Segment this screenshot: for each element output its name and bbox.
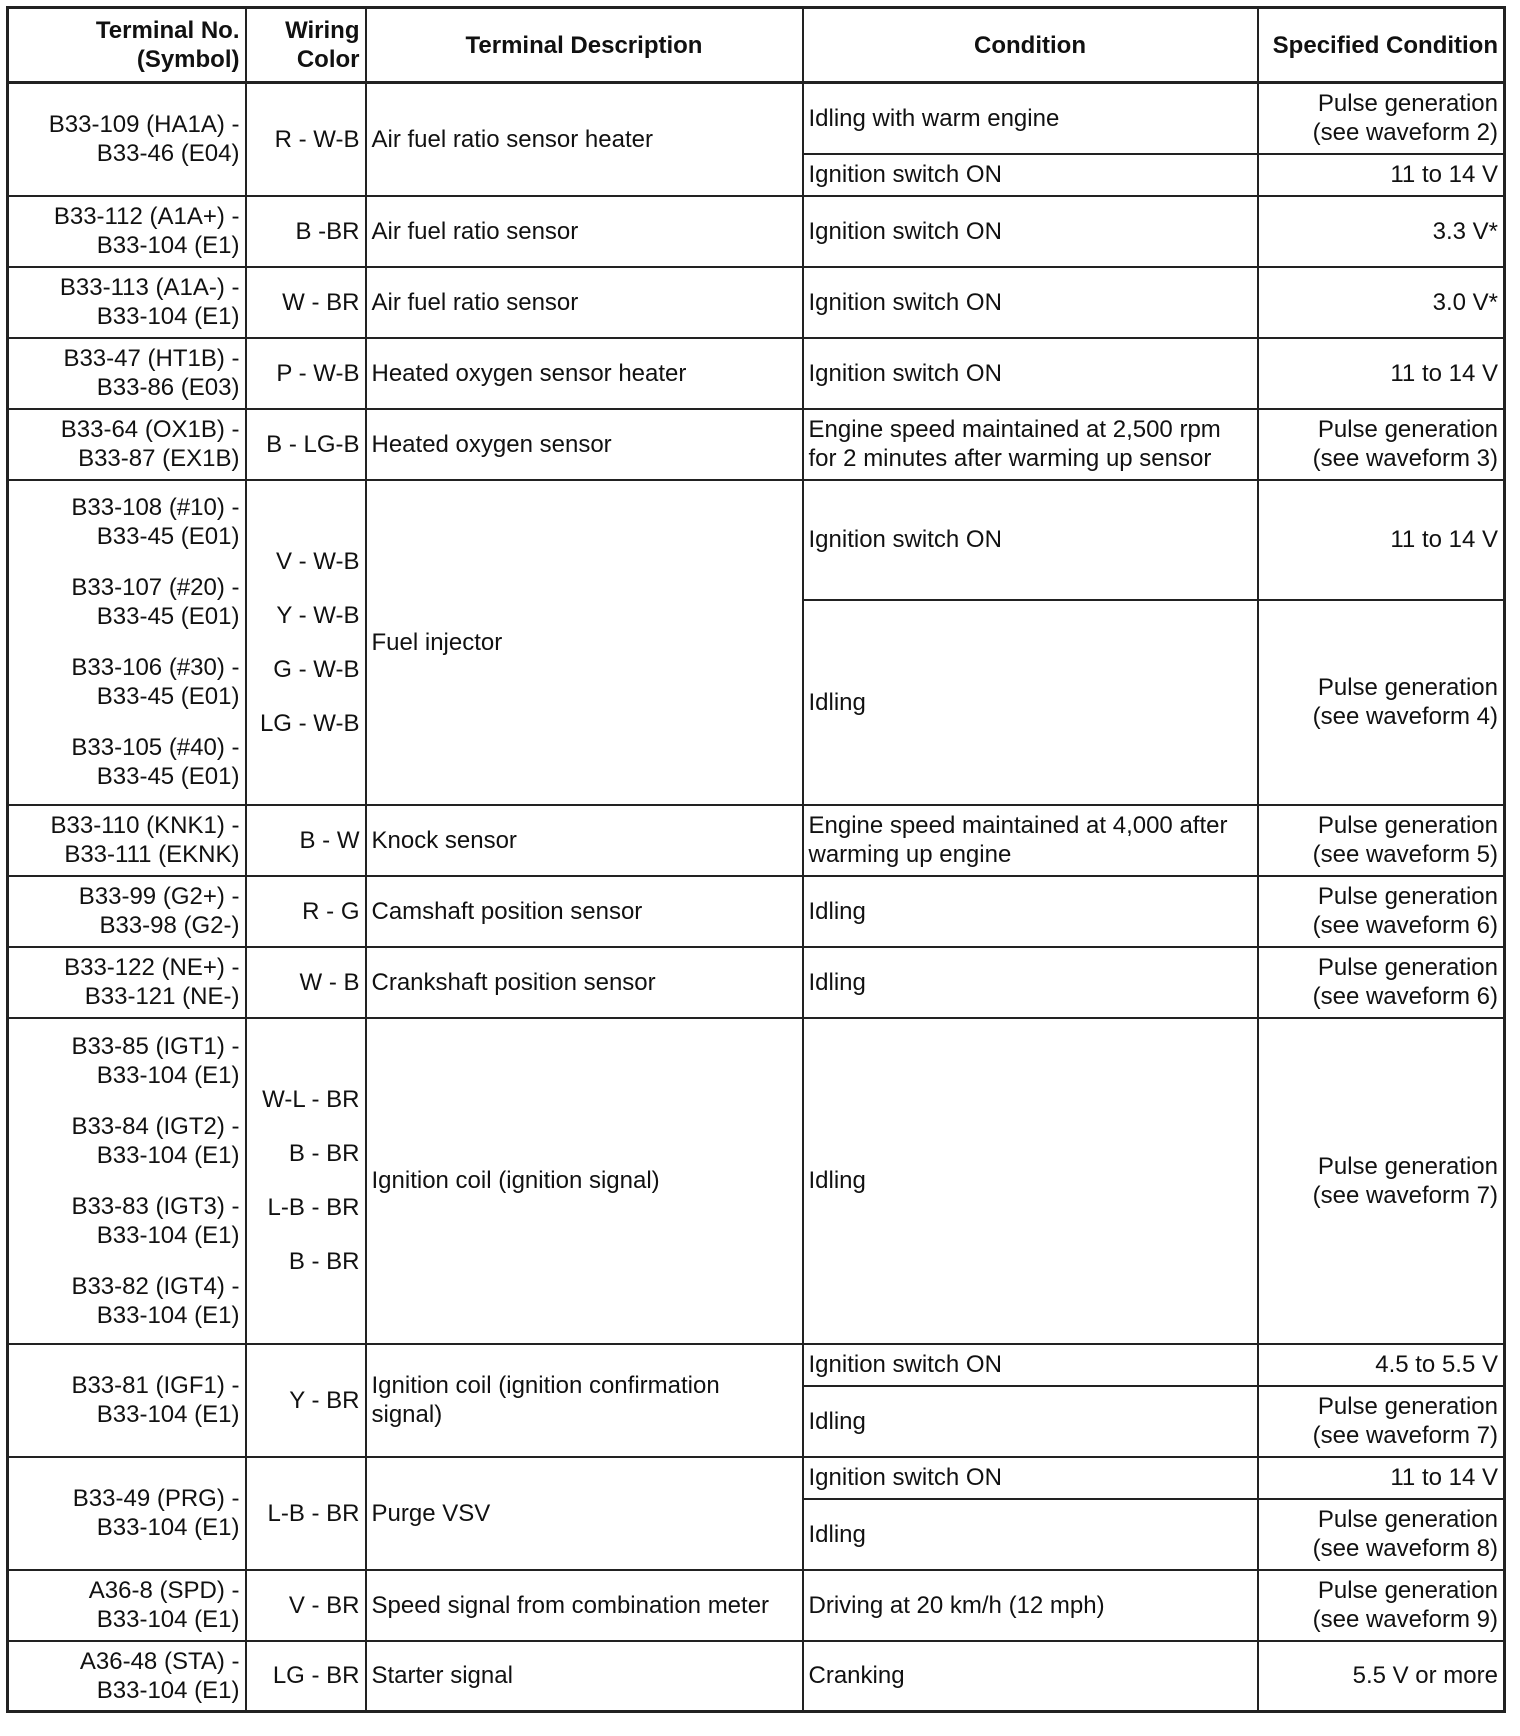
- terminal-cell: [8, 1641, 246, 1712]
- terminal-to: B33-104 (E1): [96, 303, 240, 330]
- terminal-from: A36-8 (SPD) -: [88, 1577, 240, 1604]
- description-cell: Purge VSV: [366, 1457, 803, 1570]
- terminal-cell: [8, 338, 246, 409]
- condition-cell: Idling: [803, 1386, 1258, 1457]
- description-cell: Heated oxygen sensor heater: [366, 338, 803, 409]
- condition-cell: Idling: [803, 1018, 1258, 1344]
- terminal-spec-document: [6, 6, 1506, 1713]
- wiring-line: L-B - BR: [267, 1194, 360, 1221]
- terminal-to: B33-104 (E1): [96, 1301, 240, 1329]
- terminal-to: B33-104 (E1): [96, 1221, 240, 1249]
- description-cell: Crankshaft position sensor: [366, 947, 803, 1018]
- table-row: [8, 409, 1505, 480]
- terminal-from: B33-47 (HT1B) -: [63, 345, 240, 372]
- condition-cell: Idling: [803, 947, 1258, 1018]
- terminal-spec-table: [6, 6, 1506, 1713]
- spec-line2: (see waveform 9): [1312, 1606, 1498, 1633]
- header-wiring-line1: Wiring: [285, 17, 360, 44]
- header-condition: Condition: [803, 8, 1258, 83]
- table-row: [8, 267, 1505, 338]
- wiring-cell: W - B: [246, 947, 366, 1018]
- wiring-cell: V - BR: [246, 1570, 366, 1641]
- wiring-cell: L-B - BR: [246, 1457, 366, 1570]
- terminal-cell: [8, 876, 246, 947]
- wiring-cell: LG - BR: [246, 1641, 366, 1712]
- table-row: [8, 1457, 1505, 1499]
- description-line2: signal): [371, 1401, 443, 1428]
- terminal-to: B33-45 (E01): [96, 763, 240, 790]
- terminal-from: B33-113 (A1A-) -: [59, 274, 240, 301]
- terminal-from: B33-81 (IGF1) -: [71, 1372, 240, 1399]
- wiring-cell: [246, 480, 366, 805]
- terminal-cell: [8, 1570, 246, 1641]
- table-row: [8, 805, 1505, 876]
- spec-line2: (see waveform 7): [1312, 1181, 1498, 1209]
- terminal-to: B33-111 (EKNK): [64, 841, 240, 868]
- wiring-line: LG - W-B: [259, 709, 360, 737]
- wiring-line: V - W-B: [275, 547, 360, 575]
- terminal-from: B33-99 (G2+) -: [78, 883, 240, 910]
- spec-cell: 11 to 14 V: [1258, 338, 1505, 409]
- header-wiring-line2: Color: [296, 46, 360, 73]
- terminal-from: B33-108 (#10) -: [71, 494, 240, 521]
- wiring-cell: W - BR: [246, 267, 366, 338]
- description-cell: Speed signal from combination meter: [366, 1570, 803, 1641]
- table-row: [8, 196, 1505, 267]
- terminal-from: B33-106 (#30) -: [71, 654, 240, 681]
- wiring-cell: B - LG-B: [246, 409, 366, 480]
- wiring-cell: P - W-B: [246, 338, 366, 409]
- terminal-to: B33-45 (E01): [96, 523, 240, 550]
- spec-cell: 5.5 V or more: [1258, 1641, 1505, 1712]
- wiring-cell: R - W-B: [246, 83, 366, 196]
- condition-line1: Engine speed maintained at 4,000 after: [808, 812, 1228, 839]
- condition-cell: Ignition switch ON: [803, 1457, 1258, 1499]
- condition-line1: Engine speed maintained at 2,500 rpm: [808, 416, 1221, 443]
- description-cell: Fuel injector: [366, 480, 803, 805]
- terminal-cell: [8, 1018, 246, 1344]
- terminal-from: B33-110 (KNK1) -: [50, 812, 240, 839]
- terminal-cell: [8, 1344, 246, 1457]
- condition-cell: Idling: [803, 600, 1258, 805]
- spec-cell: [1258, 1570, 1505, 1641]
- wiring-line: G - W-B: [273, 655, 360, 683]
- spec-line2: (see waveform 3): [1312, 445, 1498, 472]
- terminal-to: B33-45 (E01): [96, 683, 240, 710]
- terminal-to: B33-87 (EX1B): [78, 445, 240, 472]
- spec-line2: (see waveform 7): [1312, 1422, 1498, 1449]
- spec-cell: [1258, 409, 1505, 480]
- condition-cell: Ignition switch ON: [803, 154, 1258, 196]
- table-row: [8, 338, 1505, 409]
- wiring-line: Y - W-B: [276, 601, 360, 629]
- terminal-from: B33-49 (PRG) -: [72, 1485, 240, 1512]
- spec-line1: Pulse generation: [1317, 883, 1498, 910]
- header-terminal: [8, 8, 246, 83]
- table-row: [8, 1641, 1505, 1712]
- spec-line2: (see waveform 2): [1312, 119, 1498, 147]
- terminal-cell: [8, 1457, 246, 1570]
- spec-cell: [1258, 1499, 1505, 1570]
- terminal-from: B33-112 (A1A+) -: [53, 203, 240, 230]
- terminal-from: B33-82 (IGT4) -: [71, 1272, 240, 1300]
- condition-cell: Driving at 20 km/h (12 mph): [803, 1570, 1258, 1641]
- terminal-cell: [8, 196, 246, 267]
- condition-cell: Ignition switch ON: [803, 338, 1258, 409]
- condition-cell: Idling: [803, 1499, 1258, 1570]
- spec-line1: Pulse generation: [1317, 90, 1498, 118]
- spec-cell: [1258, 600, 1505, 805]
- terminal-from: B33-122 (NE+) -: [64, 954, 240, 981]
- spec-cell: 11 to 14 V: [1258, 480, 1505, 600]
- description-line1: Ignition coil (ignition confirmation: [371, 1372, 720, 1399]
- terminal-to: B33-104 (E1): [96, 1676, 240, 1704]
- table-header-row: [8, 8, 1505, 83]
- spec-cell: 4.5 to 5.5 V: [1258, 1344, 1505, 1386]
- terminal-cell: [8, 480, 246, 805]
- terminal-cell: [8, 267, 246, 338]
- table-row: [8, 947, 1505, 1018]
- header-terminal-line1: Terminal No.: [95, 17, 240, 44]
- terminal-to: B33-121 (NE-): [84, 983, 240, 1010]
- wiring-cell: B -BR: [246, 196, 366, 267]
- wiring-cell: [246, 1018, 366, 1344]
- description-cell: Starter signal: [366, 1641, 803, 1712]
- terminal-from: B33-85 (IGT1) -: [71, 1032, 240, 1060]
- terminal-cell: [8, 409, 246, 480]
- spec-cell: 3.0 V*: [1258, 267, 1505, 338]
- table-row: [8, 480, 1505, 600]
- terminal-from: B33-105 (#40) -: [71, 734, 240, 761]
- wiring-line: B - BR: [288, 1248, 360, 1275]
- terminal-to: B33-104 (E1): [96, 232, 240, 259]
- condition-cell: [803, 409, 1258, 480]
- terminal-from: A36-48 (STA) -: [79, 1647, 240, 1675]
- spec-cell: [1258, 1018, 1505, 1344]
- condition-cell: [803, 805, 1258, 876]
- description-cell: Air fuel ratio sensor heater: [366, 83, 803, 196]
- terminal-cell: [8, 805, 246, 876]
- spec-cell: 11 to 14 V: [1258, 154, 1505, 196]
- table-row: [8, 1344, 1505, 1386]
- terminal-to: B33-86 (E03): [96, 374, 240, 401]
- header-description: Terminal Description: [366, 8, 803, 83]
- description-cell: Knock sensor: [366, 805, 803, 876]
- spec-line1: Pulse generation: [1317, 1506, 1498, 1533]
- spec-line1: Pulse generation: [1317, 416, 1498, 443]
- table-row: [8, 83, 1505, 154]
- spec-line2: (see waveform 6): [1312, 912, 1498, 939]
- terminal-to: B33-104 (E1): [96, 1061, 240, 1089]
- wiring-cell: B - W: [246, 805, 366, 876]
- spec-cell: [1258, 947, 1505, 1018]
- terminal-to: B33-104 (E1): [96, 1606, 240, 1633]
- spec-cell: [1258, 876, 1505, 947]
- condition-cell: Ignition switch ON: [803, 480, 1258, 600]
- terminal-cell: [8, 947, 246, 1018]
- header-terminal-line2: (Symbol): [136, 46, 240, 73]
- condition-cell: Idling with warm engine: [803, 83, 1258, 154]
- condition-cell: Ignition switch ON: [803, 196, 1258, 267]
- terminal-from: B33-64 (OX1B) -: [60, 416, 240, 443]
- header-wiring: [246, 8, 366, 83]
- terminal-to: B33-104 (E1): [96, 1401, 240, 1428]
- terminal-to: B33-46 (E04): [96, 140, 240, 168]
- terminal-to: B33-98 (G2-): [99, 912, 240, 939]
- spec-line1: Pulse generation: [1317, 1577, 1498, 1604]
- condition-line2: for 2 minutes after warming up sensor: [808, 445, 1212, 472]
- description-cell: Ignition coil (ignition signal): [366, 1018, 803, 1344]
- spec-cell: [1258, 805, 1505, 876]
- header-specified: Specified Condition: [1258, 8, 1505, 83]
- spec-line1: Pulse generation: [1317, 812, 1498, 839]
- terminal-from: B33-107 (#20) -: [71, 574, 240, 601]
- terminal-cell: [8, 83, 246, 196]
- condition-cell: Ignition switch ON: [803, 267, 1258, 338]
- spec-line2: (see waveform 4): [1312, 703, 1498, 730]
- spec-cell: [1258, 1386, 1505, 1457]
- terminal-from: B33-84 (IGT2) -: [71, 1112, 240, 1140]
- condition-cell: Ignition switch ON: [803, 1344, 1258, 1386]
- spec-cell: 3.3 V*: [1258, 196, 1505, 267]
- terminal-to: B33-104 (E1): [96, 1514, 240, 1541]
- condition-cell: Idling: [803, 876, 1258, 947]
- wiring-cell: R - G: [246, 876, 366, 947]
- spec-line1: Pulse generation: [1317, 1393, 1498, 1420]
- spec-cell: 11 to 14 V: [1258, 1457, 1505, 1499]
- terminal-to: B33-45 (E01): [96, 603, 240, 630]
- wiring-line: W-L - BR: [262, 1086, 360, 1113]
- description-cell: Air fuel ratio sensor: [366, 196, 803, 267]
- description-cell: Heated oxygen sensor: [366, 409, 803, 480]
- spec-line2: (see waveform 8): [1312, 1535, 1498, 1562]
- spec-line1: Pulse generation: [1317, 674, 1498, 701]
- spec-line2: (see waveform 5): [1312, 841, 1498, 868]
- table-row: [8, 1570, 1505, 1641]
- table-row: [8, 1018, 1505, 1344]
- condition-line2: warming up engine: [808, 841, 1012, 868]
- table-row: [8, 876, 1505, 947]
- spec-cell: [1258, 83, 1505, 154]
- spec-line2: (see waveform 6): [1312, 983, 1498, 1010]
- wiring-cell: Y - BR: [246, 1344, 366, 1457]
- description-cell: Air fuel ratio sensor: [366, 267, 803, 338]
- spec-line1: Pulse generation: [1317, 954, 1498, 981]
- terminal-to: B33-104 (E1): [96, 1141, 240, 1169]
- condition-cell: Cranking: [803, 1641, 1258, 1712]
- spec-line1: Pulse generation: [1317, 1152, 1498, 1180]
- description-cell: [366, 1344, 803, 1457]
- wiring-line: B - BR: [288, 1140, 360, 1167]
- description-cell: Camshaft position sensor: [366, 876, 803, 947]
- terminal-from: B33-83 (IGT3) -: [71, 1192, 240, 1220]
- terminal-from: B33-109 (HA1A) -: [48, 111, 240, 139]
